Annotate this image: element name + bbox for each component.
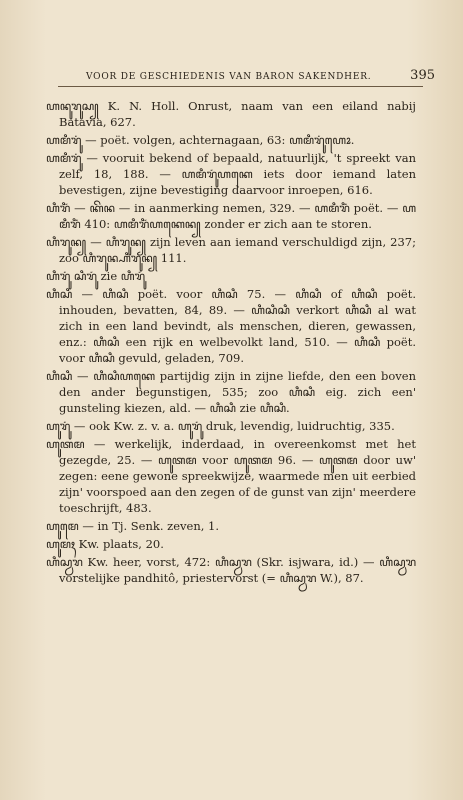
entry-heer-vorst: ꦲꦶꦱ꧀ꦮꦫ Kw. heer, vorst, 472: ꦲꦶꦱ꧀ꦮꦫ (Skr. isjwara, id.) — ꦲꦶꦱ꧀ꦮꦫ vorstelijke pandhitô, priestervorst (= ꦲꦶꦱ꧀ꦮꦫ W.), 87.	[46, 555, 416, 585]
entry-aanmerking: ꦲꦶꦫꦶꦁ — ꦏꦼꦤ — in aanmerking nemen, 329. — ꦲꦩꦶꦫꦶꦁ poët. — ꦲꦩꦶꦫꦶꦁ 410: ꦲꦩꦶꦫꦶꦁꦲꦏꦺꦤ꧀ zonder er zich aan te storen.	[46, 201, 416, 231]
entry-zeven: ꦲꦸꦩꦺ — in Tj. Senk. zeven, 1.	[46, 519, 220, 533]
entry-vooruit-bekend: ꦲꦩꦶꦫꦸꦁ — vooruit bekend of bepaald, natuurlijk, 't spreekt van zelf, 18, 188. — ꦲꦩꦶꦫꦸꦁꦲꦏꦺ iets door iemand laten bevestigen, zijne bevestiging daarvoor inroepen, 616.	[46, 151, 416, 197]
header-rule	[58, 86, 423, 87]
entry-volgen: ꦲꦩꦶꦫꦸꦁ — poët. volgen, achternagaan, 63: ꦲꦩꦶꦫꦸꦁꦲꦺꦴ.	[46, 133, 355, 147]
entry-onrust: ꦲꦤꦸꦫꦸꦱ꧀ K. N. Holl. Onrust, naam van een eiland nabij Batavia, 627.	[46, 99, 416, 129]
running-header	[86, 68, 435, 83]
entry-inhouden: ꦲꦶꦱꦶ — ꦲꦶꦱꦶ poët. voor ꦲꦶꦱꦶ 75. — ꦲꦶꦱꦶ of ꦲꦶꦱꦶ poët. inhouden, bevatten, 84, 89. — ꦲꦶꦱꦶꦱꦶ verkort ꦲꦶꦱꦶ al wat zich in een land bevindt, als menschen, dieren, gewassen, enz.: ꦲꦶꦱꦶ een rijk en welbevolkt land, 510. — ꦲꦶꦱꦶ poët. voor ꦲꦶꦱꦶ gevuld, geladen, 709.	[46, 287, 416, 365]
entry-plaats: ꦲꦸꦩꦃ Kw. plaats, 20.	[46, 537, 164, 551]
entry-leven: ꦲꦶꦫꦸꦤ꧀ — ꦲꦶꦫꦸꦤ꧀ zijn leven aan iemand verschuldigd zijn, 237; zoo ꦲꦶꦫꦸꦤ꧀ꦲꦶꦫꦸꦤ꧀ 111.	[46, 235, 416, 265]
page-number: 395	[410, 68, 435, 83]
entry-partijdig: ꦲꦶꦱꦶ — ꦲꦶꦱꦶꦲꦏꦺ partijdig zijn in zijne liefde, den een boven den ander begunstigen, 535; zoo ꦲꦶꦱꦶ eig. zich een' gunsteling kiezen, ald. — ꦲꦶꦱꦶ zie ꦲꦶꦱꦶ.	[46, 369, 416, 415]
header-title: VOOR DE GESCHIEDENIS VAN BARON SAKENDHER.	[86, 72, 372, 82]
entry-zie: ꦲꦶꦫꦸꦁ ꦱꦶꦫꦸꦁ zie ꦲꦶꦫꦸꦁ	[46, 269, 146, 283]
dictionary-entries	[46, 98, 416, 588]
entry-druk: ꦲꦸꦫꦸꦁ — ook Kw. z. v. a. ꦲꦸꦫꦸꦁ druk, levendig, luidruchtig, 335.	[46, 419, 395, 433]
entry-werkelijk: ꦲꦸꦠꦩ — werkelijk, inderdaad, in overeenkomst met het gezegde, 25. — ꦲꦸꦠꦩ voor ꦲꦸꦠꦩ 96. — ꦲꦸꦠꦩ door uw' zegen: eene gewone spreekwijze, waarmede men uit eerbied zijn' voorspoed aan den zegen of de gunst van zijn' meerdere toeschrijft, 483.	[46, 437, 416, 515]
